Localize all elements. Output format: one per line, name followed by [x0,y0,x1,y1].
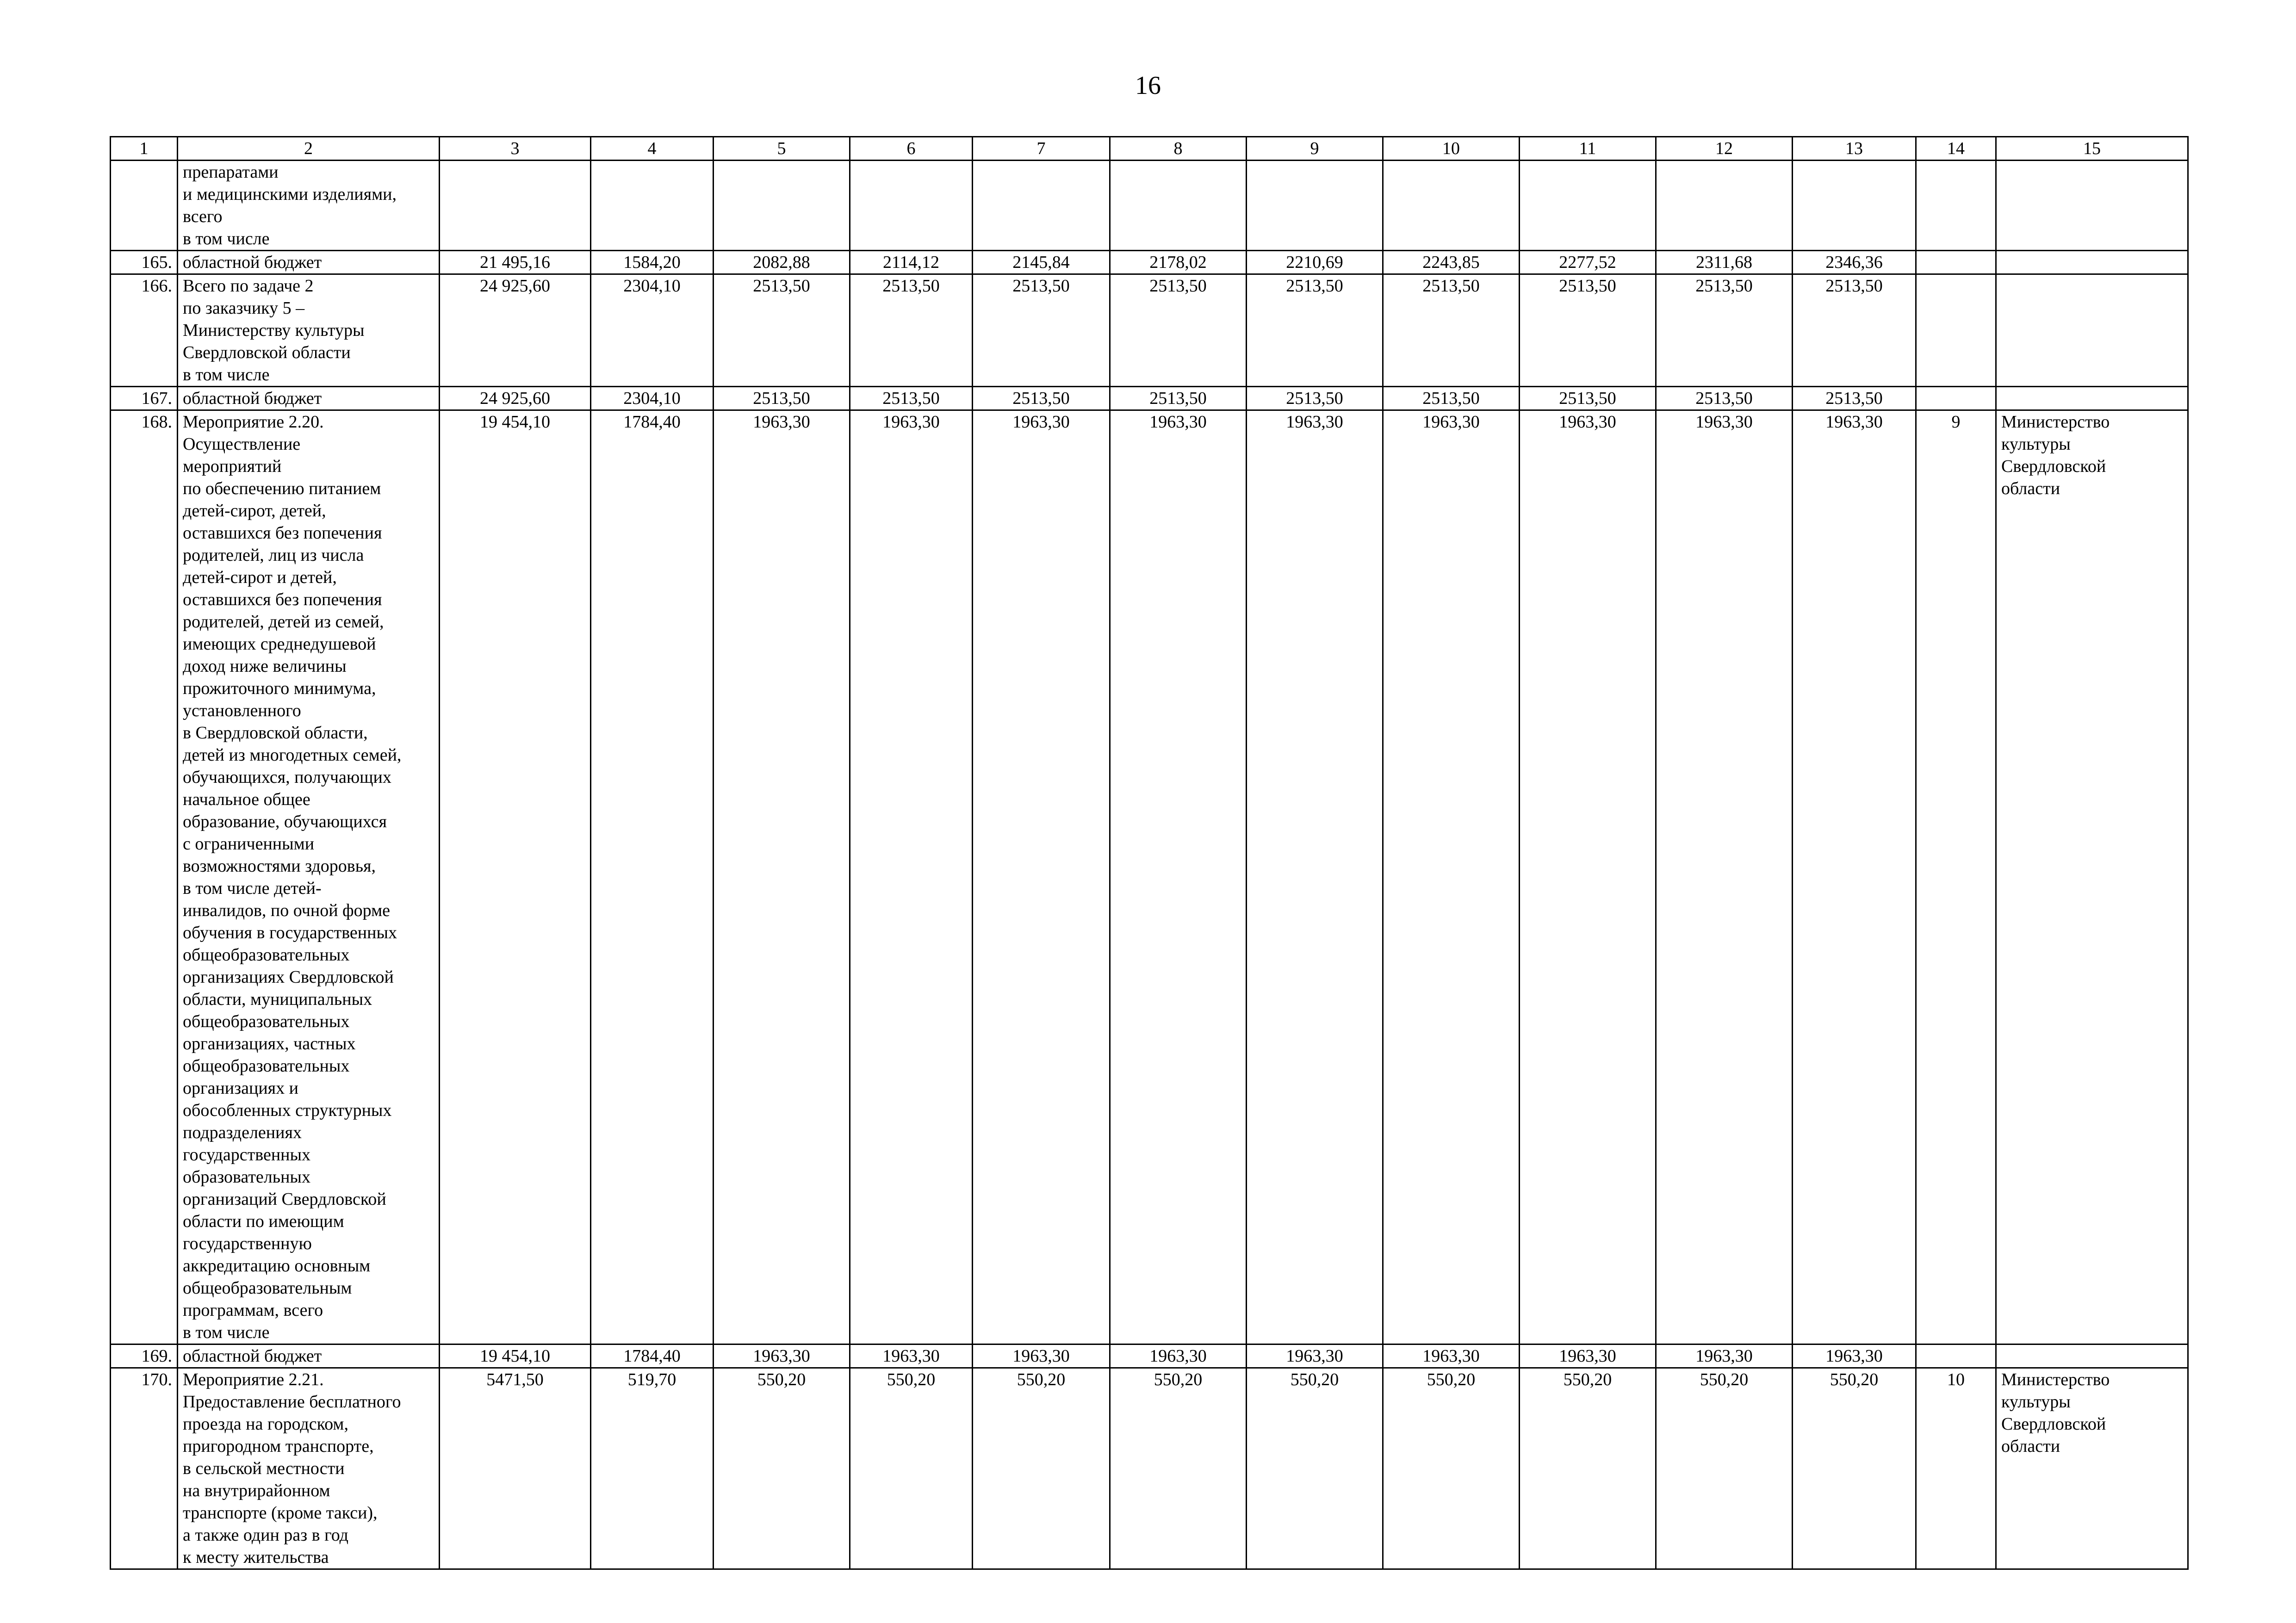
target-indicator-number: 10 [1916,1368,1996,1569]
amount-cell [1656,161,1793,251]
column-header: 3 [440,137,591,161]
column-header: 6 [850,137,973,161]
responsible-executor [1996,274,2188,387]
table-row [111,1368,2188,1569]
amount-cell: 2304,10 [591,387,714,410]
amount-cell: 1963,30 [714,1344,850,1368]
column-number-header-row [111,137,2188,161]
amount-cell: 550,20 [1383,1368,1520,1569]
target-indicator-number [1916,251,1996,274]
row-description: областной бюджет [178,251,440,274]
amount-cell: 1963,30 [1110,1344,1247,1368]
amount-cell: 1963,30 [1656,1344,1793,1368]
amount-cell: 1963,30 [1793,410,1916,1344]
column-header: 5 [714,137,850,161]
amount-cell: 2513,50 [973,387,1110,410]
amount-cell: 550,20 [1247,1368,1383,1569]
column-header: 8 [1110,137,1247,161]
column-header: 11 [1520,137,1656,161]
amount-cell: 550,20 [1520,1368,1656,1569]
amount-cell: 2513,50 [850,274,973,387]
amount-cell: 2114,12 [850,251,973,274]
row-number [111,161,178,251]
amount-cell: 1963,30 [1383,1344,1520,1368]
amount-cell: 2513,50 [1793,274,1916,387]
amount-cell: 1963,30 [973,410,1110,1344]
page-number: 16 [1135,71,1161,100]
amount-cell: 2513,50 [1247,387,1383,410]
amount-cell: 1963,30 [1520,1344,1656,1368]
amount-cell: 550,20 [1110,1368,1247,1569]
row-number: 169. [111,1344,178,1368]
amount-cell: 2513,50 [714,274,850,387]
amount-cell: 519,70 [591,1368,714,1569]
amount-cell: 2513,50 [1383,387,1520,410]
column-header: 14 [1916,137,1996,161]
table-row [111,251,2188,274]
amount-cell: 2513,50 [1520,387,1656,410]
amount-cell: 2178,02 [1110,251,1247,274]
table-row [111,387,2188,410]
amount-cell [850,161,973,251]
column-header: 9 [1247,137,1383,161]
amount-cell: 550,20 [973,1368,1110,1569]
amount-cell: 550,20 [1793,1368,1916,1569]
amount-cell: 2513,50 [1793,387,1916,410]
row-description: Мероприятие 2.21. Предоставление бесплатного проезда на городском, пригородном транспорте, в сельской местности на внутрирайонном транспорте (кроме такси), а также один раз в год к месту жительства [178,1368,440,1569]
amount-cell: 1963,30 [714,410,850,1344]
row-description: препаратами и медицинскими изделиями, всего в том числе [178,161,440,251]
target-indicator-number [1916,161,1996,251]
amount-cell: 2513,50 [1656,274,1793,387]
amount-cell: 2513,50 [1110,274,1247,387]
row-number: 167. [111,387,178,410]
row-number: 165. [111,251,178,274]
amount-cell: 19 454,10 [440,410,591,1344]
row-description: Мероприятие 2.20. Осуществление мероприятий по обеспечению питанием детей-сирот, детей, оставшихся без попечения родителей, лиц из числа детей-сирот и детей, оставшихся без попечения родителей, детей из семей, имеющих среднедушевой доход ниже величины прожиточного минимума, установленного в Свердловской области, детей из многодетных семей, обучающихся, получающих начальное общее образование, обучающихся с ограниченными возможностями здоровья, в том числе детей- инвалидов, по очной форме обучения в государственных общеобразовательных организациях Свердловской области, муниципальных общеобразовательных организациях, частных общеобразовательных организациях и обособленных структурных подразделениях государственных образовательных организаций Свердловской области по имеющим государственную аккредитацию основным общеобразовательным программам, всего в том числе [178,410,440,1344]
column-header: 2 [178,137,440,161]
amount-cell: 2082,88 [714,251,850,274]
amount-cell: 2513,50 [1247,274,1383,387]
column-header: 4 [591,137,714,161]
amount-cell: 1784,40 [591,410,714,1344]
amount-cell: 1963,30 [1247,410,1383,1344]
amount-cell: 5471,50 [440,1368,591,1569]
table-row [111,274,2188,387]
amount-cell [440,161,591,251]
amount-cell: 2513,50 [850,387,973,410]
amount-cell [973,161,1110,251]
amount-cell: 1963,30 [1383,410,1520,1344]
column-header: 13 [1793,137,1916,161]
amount-cell [1247,161,1383,251]
amount-cell: 1963,30 [1247,1344,1383,1368]
amount-cell: 2346,36 [1793,251,1916,274]
amount-cell: 2243,85 [1383,251,1520,274]
amount-cell: 19 454,10 [440,1344,591,1368]
amount-cell [1520,161,1656,251]
row-description: областной бюджет [178,387,440,410]
amount-cell: 2304,10 [591,274,714,387]
table-row [111,161,2188,251]
amount-cell: 24 925,60 [440,274,591,387]
amount-cell: 1963,30 [850,410,973,1344]
amount-cell: 1584,20 [591,251,714,274]
row-number: 168. [111,410,178,1344]
responsible-executor [1996,161,2188,251]
target-indicator-number [1916,1344,1996,1368]
table-row [111,1344,2188,1368]
amount-cell: 1963,30 [1520,410,1656,1344]
row-description: Всего по задаче 2 по заказчику 5 – Министерству культуры Свердловской области в том числе [178,274,440,387]
amount-cell: 2513,50 [1656,387,1793,410]
amount-cell: 550,20 [714,1368,850,1569]
column-header: 1 [111,137,178,161]
amount-cell: 24 925,60 [440,387,591,410]
amount-cell: 2277,52 [1520,251,1656,274]
row-number: 170. [111,1368,178,1569]
amount-cell: 21 495,16 [440,251,591,274]
target-indicator-number [1916,387,1996,410]
amount-cell: 1963,30 [1656,410,1793,1344]
amount-cell: 2513,50 [1383,274,1520,387]
amount-cell: 2513,50 [1520,274,1656,387]
amount-cell: 2311,68 [1656,251,1793,274]
amount-cell [1793,161,1916,251]
amount-cell: 2210,69 [1247,251,1383,274]
amount-cell [591,161,714,251]
amount-cell: 2513,50 [1110,387,1247,410]
amount-cell: 550,20 [1656,1368,1793,1569]
table-body [111,161,2188,1569]
responsible-executor [1996,251,2188,274]
amount-cell: 1963,30 [1110,410,1247,1344]
amount-cell [714,161,850,251]
table-row [111,410,2188,1344]
amount-cell: 1784,40 [591,1344,714,1368]
column-header: 10 [1383,137,1520,161]
amount-cell: 2513,50 [973,274,1110,387]
amount-cell: 2145,84 [973,251,1110,274]
row-number: 166. [111,274,178,387]
responsible-executor: Министерство культуры Свердловской области [1996,410,2188,1344]
column-header: 12 [1656,137,1793,161]
amount-cell: 1963,30 [973,1344,1110,1368]
budget-table [110,136,2189,1570]
column-header: 7 [973,137,1110,161]
amount-cell [1110,161,1247,251]
amount-cell [1383,161,1520,251]
amount-cell: 1963,30 [850,1344,973,1368]
column-header: 15 [1996,137,2188,161]
row-description: областной бюджет [178,1344,440,1368]
amount-cell: 550,20 [850,1368,973,1569]
amount-cell: 2513,50 [714,387,850,410]
responsible-executor [1996,387,2188,410]
amount-cell: 1963,30 [1793,1344,1916,1368]
target-indicator-number: 9 [1916,410,1996,1344]
responsible-executor [1996,1344,2188,1368]
target-indicator-number [1916,274,1996,387]
responsible-executor: Министерство культуры Свердловской области [1996,1368,2188,1569]
